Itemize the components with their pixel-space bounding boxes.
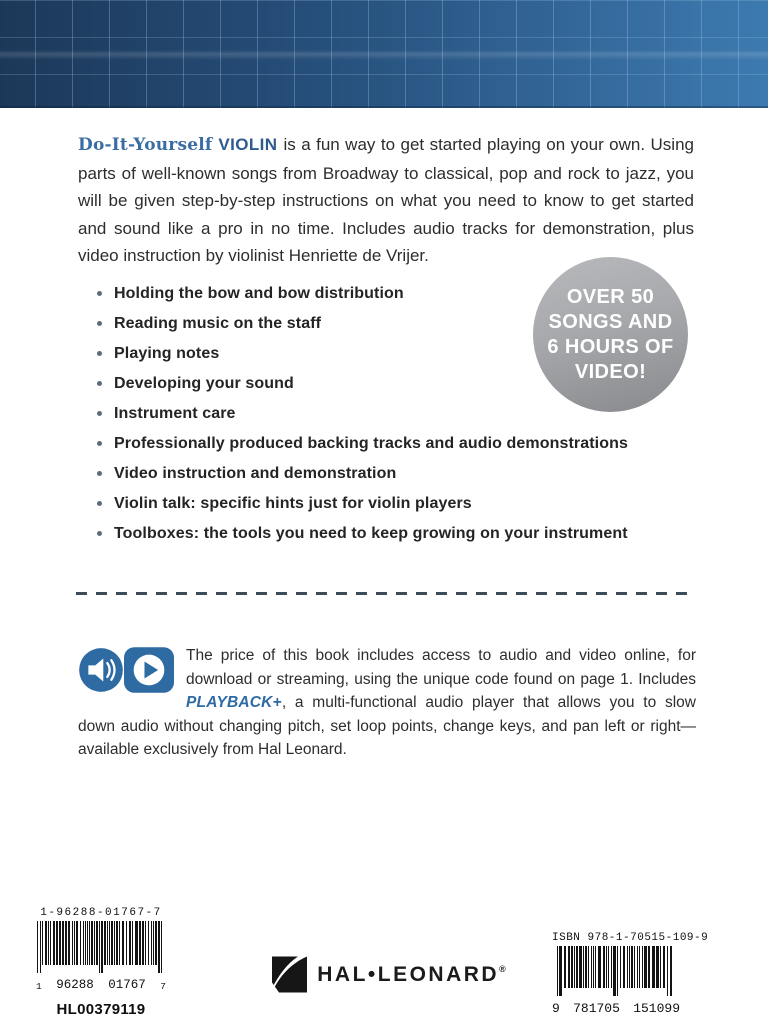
dashed-divider — [76, 592, 695, 595]
bullet-icon — [97, 351, 102, 356]
instrument-title: VIOLIN — [218, 135, 278, 154]
bullet-icon — [97, 531, 102, 536]
badge-line-4: VIDEO! — [574, 360, 647, 383]
feature-label: Professionally produced backing tracks and audio demonstrations — [114, 435, 628, 452]
intro-body-text: is a fun way to get started playing on your own. Using parts of well-known songs from Broadway to classical, pop and rock to jazz, you will be given step-by-step instructions on what you need to know to get started and sound like a pro in no time. Includes audio tracks for demonstration, plus video instruction by violinist Henriette de Vrijer. — [78, 135, 694, 266]
feature-item — [96, 436, 671, 452]
isbn-digit-left: 9 — [552, 1001, 560, 1016]
publisher-name — [317, 963, 505, 987]
audio-speaker-icon — [78, 647, 124, 693]
isbn-digits-mid1: 781705 — [573, 1001, 620, 1016]
feature-label: Violin talk: specific hints just for violin players — [114, 495, 472, 512]
feature-item — [96, 466, 671, 482]
bullet-icon — [97, 411, 102, 416]
isbn-barcode-block — [552, 932, 709, 1016]
bullet-icon — [97, 501, 102, 506]
hl-catalog-number: HL00379119 — [56, 1001, 146, 1018]
upc-digit-left: 1 — [36, 981, 42, 992]
video-play-icon — [124, 647, 174, 693]
publisher-name-text: HAL•LEONARD — [317, 962, 500, 986]
bullet-icon — [97, 381, 102, 386]
series-title: Do-It-Yourself — [78, 135, 213, 155]
playback-brand: PLAYBACK+ — [186, 694, 282, 711]
playback-paragraph — [78, 644, 696, 762]
hal-leonard-logo-icon — [272, 956, 308, 993]
isbn-number-top: ISBN 978-1-70515-109-9 — [552, 932, 709, 944]
feature-label: Video instruction and demonstration — [114, 465, 397, 482]
feature-item — [96, 526, 671, 542]
feature-item — [96, 406, 671, 422]
media-icons — [78, 647, 182, 697]
feature-item — [96, 496, 671, 512]
feature-label: Instrument care — [114, 405, 236, 422]
upc-digit-right: 7 — [160, 981, 166, 992]
playback-text-after: , a multi-functional audio player that allows you to slow down audio without changing pitch, set loop points, change keys, and pan left or right—available exclusively from Hal Leonard. — [78, 694, 696, 758]
isbn-digits-mid2: 151099 — [633, 1001, 680, 1016]
playback-text-before: The price of this book includes access to audio and video online, for download or streaming, using the unique code found on page 1. Includes — [186, 647, 696, 688]
intro-paragraph — [78, 131, 694, 270]
feature-label: Holding the bow and bow distribution — [114, 285, 404, 302]
feature-label: Toolboxes: the tools you need to keep growing on your instrument — [114, 525, 628, 542]
isbn-digits-row — [552, 1001, 680, 1016]
bullet-icon — [97, 441, 102, 446]
badge-line-3: 6 HOURS OF — [547, 335, 674, 358]
top-banner-grid — [0, 0, 768, 108]
feature-label: Reading music on the staff — [114, 315, 322, 332]
upc-digits-mid2: 01767 — [108, 978, 146, 992]
bullet-icon — [97, 291, 102, 296]
bullet-icon — [97, 321, 102, 326]
feature-label: Developing your sound — [114, 375, 294, 392]
bullet-icon — [97, 471, 102, 476]
badge-line-1: OVER 50 — [566, 285, 655, 308]
feature-label: Playing notes — [114, 345, 220, 362]
upc-number-top: 1-96288-01767-7 — [40, 907, 162, 919]
registered-mark: ® — [499, 963, 506, 974]
upc-digits-mid1: 96288 — [56, 978, 94, 992]
badge-line-2: SONGS AND — [548, 310, 673, 333]
promo-badge — [533, 257, 688, 412]
isbn-barcode — [556, 946, 676, 996]
